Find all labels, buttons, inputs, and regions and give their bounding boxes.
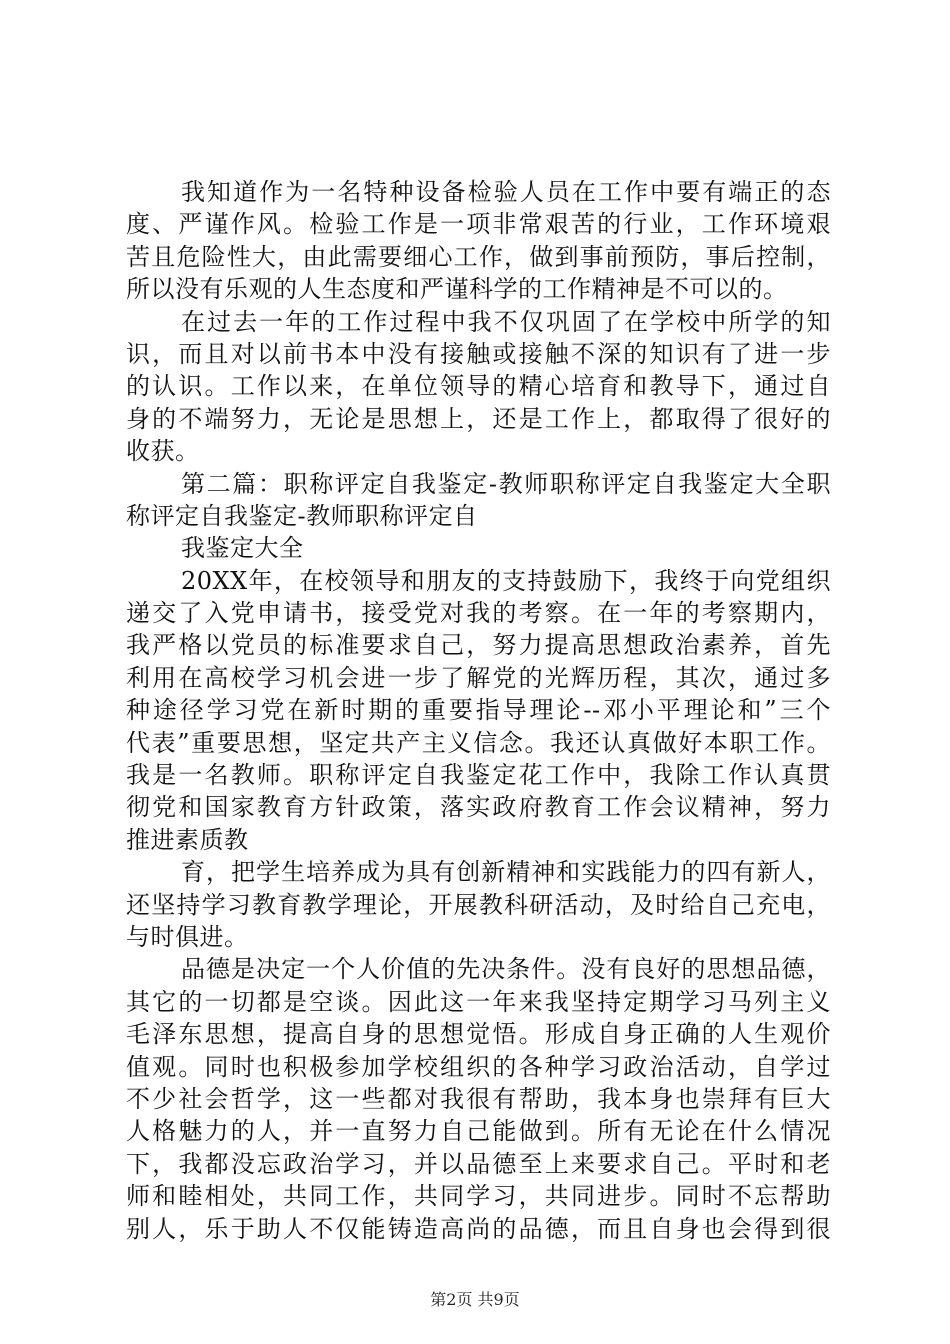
- text-line: 种途径学习党在新时期的重要指导理论--邓小平理论和”三个: [126, 696, 831, 725]
- text-line: 身的不端努力，无论是思想上，还是工作上，都取得了很好的: [126, 404, 831, 433]
- text-line: 人格魅力的人，并一直努力自己能做到。所有无论在什么情况: [126, 1117, 831, 1146]
- section-heading-line: 称评定自我鉴定-教师职称评定自: [126, 501, 478, 530]
- text-line: 20XX年，在校领导和朋友的支持鼓励下，我终于向党组织: [181, 566, 831, 595]
- text-line: 度、严谨作风。检验工作是一项非常艰苦的行业，工作环境艰: [126, 210, 831, 239]
- text-line: 不少社会哲学，这一些都对我很有帮助，我本身也崇拜有巨大: [126, 1084, 831, 1113]
- text-line: 还坚持学习教育教学理论，开展教科研活动，及时给自己充电，: [126, 890, 831, 919]
- text-line: 品德是决定一个人价值的先决条件。没有良好的思想品德，: [181, 955, 831, 984]
- text-line: 推进素质教: [126, 825, 249, 854]
- text-line: 与时俱进。: [126, 922, 249, 951]
- text-line: 我严格以党员的标准要求自己，努力提高思想政治素养，首先: [126, 631, 831, 660]
- document-body: [126, 176, 831, 1245]
- text-line: 代表”重要思想，坚定共产主义信念。我还认真做好本职工作。: [126, 728, 831, 757]
- text-line: 在过去一年的工作过程中我不仅巩固了在学校中所学的知: [181, 307, 831, 336]
- section-heading-line: 第二篇：职称评定自我鉴定-教师职称评定自我鉴定大全职: [181, 469, 831, 498]
- text-line: 值观。同时也积极参加学校组织的各种学习政治活动，自学过: [126, 1052, 831, 1081]
- text-line: 其它的一切都是空谈。因此这一年来我坚持定期学习马列主义: [126, 987, 831, 1016]
- page-number-footer: 第2页 共9页: [430, 1290, 520, 1309]
- text-line: 收获。: [126, 437, 200, 466]
- text-line: 师和睦相处，共同工作，共同学习，共同进步。同时不忘帮助: [126, 1182, 831, 1211]
- text-line: 所以没有乐观的人生态度和严谨科学的工作精神是不可以的。: [126, 275, 788, 304]
- text-line: 识，而且对以前书本中没有接触或接触不深的知识有了进一步: [126, 339, 831, 368]
- section-heading-line: 我鉴定大全: [181, 534, 304, 563]
- text-line: 下，我都没忘政治学习，并以品德至上来要求自己。平时和老: [126, 1149, 831, 1178]
- text-line: 毛泽东思想，提高自身的思想觉悟。形成自身正确的人生观价: [126, 1020, 831, 1049]
- text-line: 我是一名教师。职称评定自我鉴定花工作中，我除工作认真贯: [126, 761, 831, 790]
- text-line: 彻党和国家教育方针政策，落实政府教育工作会议精神，努力: [126, 793, 831, 822]
- text-line: 育，把学生培养成为具有创新精神和实践能力的四有新人，: [181, 858, 831, 887]
- text-line: 别人，乐于助人不仅能铸造高尚的品德，而且自身也会得到很: [126, 1214, 831, 1243]
- text-line: 苦且危险性大，由此需要细心工作，做到事前预防，事后控制，: [126, 242, 831, 271]
- text-line: 递交了入党申请书，接受党对我的考察。在一年的考察期内，: [126, 599, 831, 628]
- text-line: 的认识。工作以来，在单位领导的精心培育和教导下，通过自: [126, 372, 831, 401]
- text-line: 我知道作为一名特种设备检验人员在工作中要有端正的态: [181, 178, 831, 206]
- text-line: 利用在高校学习机会进一步了解党的光辉历程，其次，通过多: [126, 663, 831, 692]
